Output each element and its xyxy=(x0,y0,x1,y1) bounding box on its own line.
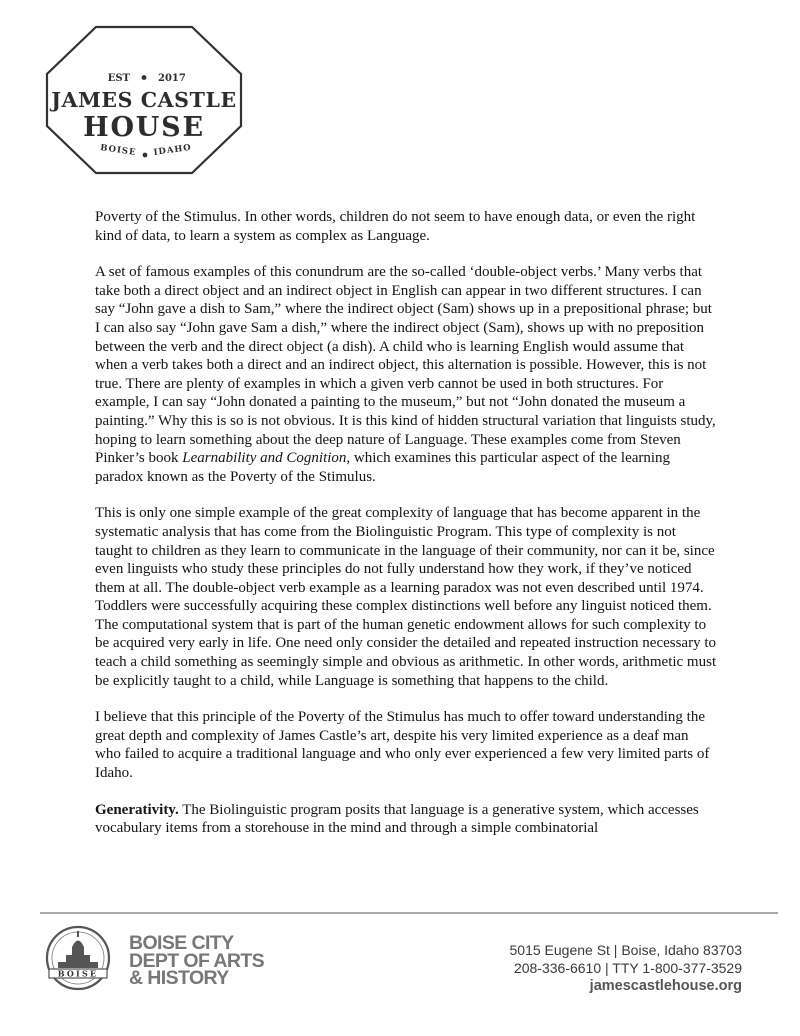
seal-text: BOISE xyxy=(57,968,99,979)
paragraph-text-end: , which examines this particular aspect of the learning paradox known as the Poverty of the Stimulus. xyxy=(95,450,671,485)
james-castle-house-logo xyxy=(44,24,244,176)
footer-address: 5015 Eugene St | Boise, Idaho 83703 xyxy=(509,942,742,958)
book-title: Learnability and Cognition xyxy=(182,450,347,467)
dept-name-line3: & HISTORY xyxy=(129,967,229,989)
logo-title-line1: JAMES CASTLE xyxy=(51,88,237,112)
paragraph-complexity: This is only one simple example of the great complexity of language that has become apparent in the systematic analysis that has come from the Biolinguistic Program. This type of complexity is not taught to children as they learn to communicate in the language of their community, nor can it be, since even linguists who study these principles do not fully understand how they work, if they’ve noticed them at all. The double-object verb example as a learning paradox was not even described until 1974. Toddlers were successfully acquiring these complex distinctions well before any linguist noticed them. The computational system that is part of the human genetic endowment allows for such complexity to be acquired very early in life. One need only consider the detailed and repeated instruction necessary to teach a child something as seemingly simple and obvious as arithmetic. In other words, arithmetic must be explicitly taught to a child, while Language is something that happens to the child. xyxy=(95,505,717,689)
dept-arts-history-wordmark xyxy=(129,932,279,989)
paragraph-double-object-verbs xyxy=(95,263,717,486)
footer-contact-block xyxy=(422,941,742,995)
footer-website-link[interactable]: jamescastlehouse.org xyxy=(589,978,742,994)
logo-dot-bottom xyxy=(143,153,148,158)
logo-city-text: BOISE xyxy=(99,143,137,158)
logo-est-text: EST xyxy=(107,73,130,84)
footer-phone: 208-336-6610 | TTY 1-800-377-3529 xyxy=(513,960,742,976)
footer-divider xyxy=(40,912,778,914)
article-body xyxy=(95,208,717,856)
paragraph-generativity xyxy=(95,801,717,838)
dept-name-line2: DEPT OF ARTS xyxy=(129,949,265,972)
dept-name-line1: BOISE CITY xyxy=(129,932,234,954)
paragraph-text: The Biolinguistic program posits that language is a generative system, which accesses vocabulary items from a storehouse in the mind and through a simple combinatorial xyxy=(95,801,699,837)
section-heading-generativity: Generativity. xyxy=(95,801,179,818)
paragraph-poverty-intro: Poverty of the Stimulus. In other words, children do not seem to have enough data, or even the right kind of data, to learn a system as complex as Language. xyxy=(95,209,696,244)
logo-state-text: IDAHO xyxy=(153,142,193,158)
boise-city-seal-icon xyxy=(44,922,112,994)
logo-title-line2: HOUSE xyxy=(83,112,205,143)
logo-year-text: 2017 xyxy=(158,73,186,84)
paragraph-text: A set of famous examples of this conundrum are the so-called ‘double-object verbs.’ Many verbs that take both a direct object and an indirect object in English can appear in two different structures. I can say “John gave a dish to Sam,” where the indirect object (Sam) shows up in a prepositional phrase; but I can also say “John gave Sam a dish,” where the indirect object (Sam), shows up with no preposition between the verb and the direct object (a dish). A child who is learning English would assume that when a verb takes both a direct and an indirect object, this alternation is possible. However, this is not true. There are plenty of examples in which a given verb cannot be used in both structures. For example, I can say “John donated a painting to the museum,” but not “John donated the museum a painting.” Why this is so is not obvious. It is this kind of hidden structural variation that linguists study, hoping to learn something about the deep nature of Language. These examples come from Steven Pinker’s book xyxy=(95,264,716,467)
paragraph-james-castle: I believe that this principle of the Poverty of the Stimulus has much to offer toward understanding the great depth and complexity of James Castle’s art, despite his very limited experience as a deaf man who failed to acquire a traditional language and who only ever experienced a few very limited parts of Idaho. xyxy=(95,709,710,782)
logo-dot-top xyxy=(142,75,147,80)
